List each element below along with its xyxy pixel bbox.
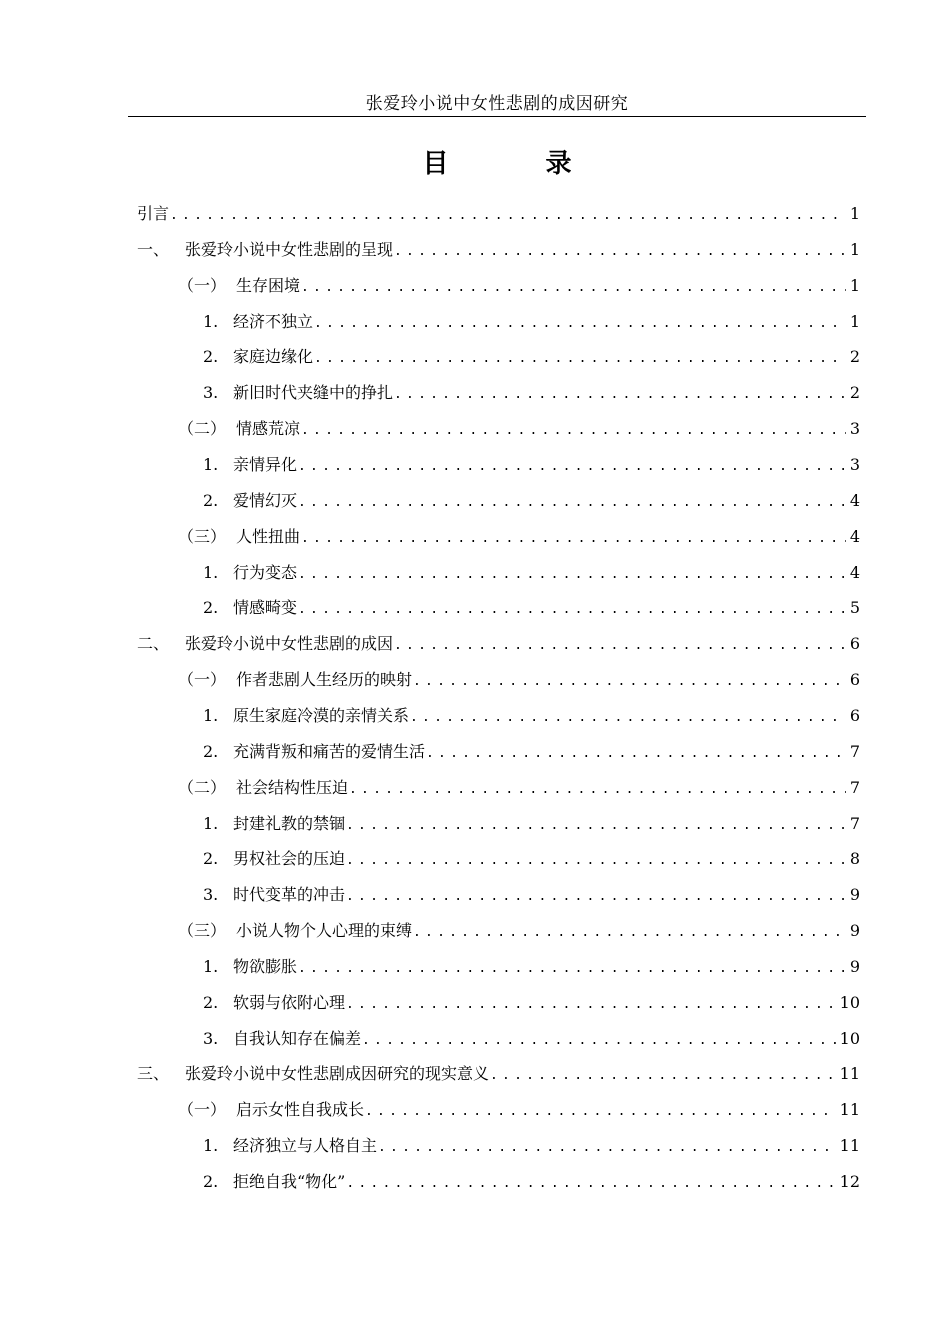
toc-entry [203, 883, 860, 907]
toc-entry-number: 1. [203, 956, 219, 976]
toc-entry-number: 2. [203, 849, 219, 869]
toc-entry [203, 1170, 860, 1194]
toc-entry [203, 1027, 860, 1051]
toc-entry-page-number: 4 [849, 490, 860, 510]
toc-entry-label: 社会结构性压迫 [236, 777, 349, 797]
toc-entry-page-number: 1 [849, 239, 860, 259]
dot-leader [298, 598, 846, 622]
toc-entry-number: （三） [178, 526, 227, 546]
toc-entry-page-number: 12 [839, 1172, 860, 1191]
toc-entry [203, 381, 860, 405]
toc-entry-number: （一） [178, 275, 227, 295]
toc-entry-number: 1. [203, 562, 219, 582]
toc-entry-number: 2. [203, 1172, 219, 1191]
toc-entry-label: 男权社会的压迫 [233, 849, 346, 869]
toc-entry-label: 行为变态 [233, 562, 298, 582]
dot-leader [365, 1100, 836, 1124]
toc-entry-label: 软弱与依附心理 [233, 992, 346, 1012]
toc-entry [137, 202, 860, 226]
toc-entry-label: 原生家庭冷漠的亲情关系 [233, 705, 410, 725]
toc-entry [203, 561, 860, 585]
toc-entry-label: 物欲膨胀 [233, 956, 298, 976]
dot-leader [490, 1064, 836, 1088]
toc-entry-page-number: 6 [849, 634, 860, 654]
toc-entry-number: 1. [203, 1136, 219, 1156]
toc-entry-label: 充满背叛和痛苦的爱情生活 [233, 741, 426, 761]
dot-leader [394, 240, 846, 264]
toc-entry [203, 955, 860, 979]
toc-entry-label: 人性扭曲 [236, 526, 301, 546]
toc-entry [203, 704, 860, 728]
toc-title: 目 录 [422, 149, 616, 179]
dot-leader [426, 742, 846, 766]
toc-entry-page-number: 7 [849, 813, 860, 833]
toc-entry [203, 847, 860, 871]
toc-entry-label: 新旧时代夹缝中的挣扎 [233, 383, 394, 403]
dot-leader [410, 706, 846, 730]
toc-entry-page-number: 6 [849, 705, 860, 725]
toc-entry-number: 一、 [137, 239, 170, 259]
toc-entry-page-number: 4 [849, 526, 860, 546]
toc-entry-label: 张爱玲小说中女性悲剧成因研究的现实意义 [185, 1064, 490, 1084]
toc-entry [178, 525, 860, 549]
toc-entry-label: 情感畸变 [233, 598, 298, 618]
dot-leader [346, 885, 846, 909]
toc-entry [178, 1098, 860, 1122]
dot-leader [349, 778, 846, 802]
toc-entry-page-number: 5 [849, 598, 860, 618]
toc-entry-label: 家庭边缘化 [233, 347, 314, 367]
dot-leader [298, 563, 846, 587]
toc-entry [178, 668, 860, 692]
toc-entry [178, 919, 860, 943]
dot-leader [301, 419, 846, 443]
dot-leader [394, 634, 846, 658]
toc-entry-number: （一） [178, 1100, 227, 1120]
toc-entry [203, 740, 860, 764]
dot-leader [314, 312, 846, 336]
toc-entry-number: 三、 [137, 1064, 170, 1084]
toc-entry-page-number: 2 [849, 383, 860, 403]
toc-entry [137, 238, 860, 262]
dot-leader [314, 347, 846, 371]
toc-entry-number: （三） [178, 921, 227, 940]
dot-leader [346, 814, 846, 838]
toc-entry-number: （一） [178, 670, 227, 689]
toc-entry-number: 1. [203, 455, 219, 474]
toc-entry-page-number: 1 [849, 275, 860, 295]
toc-entry-number: 1. [203, 311, 219, 331]
toc-entry [178, 776, 860, 800]
dot-leader [301, 276, 846, 300]
toc-entry-label: 张爱玲小说中女性悲剧的成因 [185, 634, 394, 654]
toc-entry-page-number: 9 [849, 956, 860, 976]
dot-leader [413, 670, 846, 694]
toc-entry-label: 小说人物个人心理的束缚 [236, 921, 413, 940]
toc-entry [178, 417, 860, 441]
toc-entry-label: 时代变革的冲击 [233, 885, 346, 905]
toc-entry-label: 亲情异化 [233, 455, 298, 474]
toc-entry-number: 二、 [137, 634, 170, 654]
dot-leader [301, 527, 846, 551]
toc-entry-page-number: 8 [849, 849, 860, 869]
toc-entry-label: 作者悲剧人生经历的映射 [236, 670, 413, 689]
toc-entry-number: 2. [203, 490, 219, 510]
toc-entry-number: 3. [203, 885, 219, 905]
dot-leader [346, 993, 836, 1017]
toc-entry-page-number: 7 [849, 741, 860, 761]
dot-leader [346, 1172, 835, 1196]
toc-entry-label: 经济不独立 [233, 311, 314, 331]
toc-entry-page-number: 11 [839, 1064, 860, 1084]
toc-entry-label: 封建礼教的禁锢 [233, 813, 346, 833]
toc-entry-page-number: 3 [849, 455, 860, 474]
toc-entry-page-number: 7 [849, 777, 860, 797]
toc-entry-number: 1. [203, 705, 219, 725]
toc-entry-label: 生存困境 [236, 275, 301, 295]
toc-entry-label: 经济独立与人格自主 [233, 1136, 378, 1156]
toc-entry-page-number: 1 [849, 311, 860, 331]
toc-entry-number: 3. [203, 1028, 219, 1048]
toc-entry-number: 1. [203, 813, 219, 833]
toc-entry [203, 489, 860, 513]
toc-entry [203, 345, 860, 369]
toc-entry-number: 2. [203, 992, 219, 1012]
toc-entry-label: 爱情幻灭 [233, 490, 298, 510]
toc-entry-page-number: 2 [849, 347, 860, 367]
toc-entry-page-number: 10 [839, 1028, 860, 1048]
toc-entry [203, 453, 860, 477]
toc-entry-number: （二） [178, 777, 227, 797]
toc-entry-number: 2. [203, 347, 219, 367]
toc-entry-number: （二） [178, 419, 227, 439]
toc-entry-page-number: 9 [849, 885, 860, 905]
dot-leader [394, 383, 846, 407]
toc-entry-number: 3. [203, 383, 219, 403]
toc-entry-number: 2. [203, 741, 219, 761]
dot-leader [362, 1029, 836, 1053]
toc-entry-label: 张爱玲小说中女性悲剧的呈现 [185, 239, 394, 259]
toc-entry-page-number: 11 [839, 1136, 860, 1156]
toc-entry-label: 启示女性自我成长 [236, 1100, 365, 1120]
running-header: 张爱玲小说中女性悲剧的成因研究 [365, 94, 629, 114]
toc-entry-label: 引言 [137, 204, 170, 223]
toc-entry-number: 2. [203, 598, 219, 618]
toc-entry-label: 情感荒凉 [236, 419, 301, 439]
toc-entry-label: 拒绝自我“物化” [233, 1172, 346, 1191]
dot-leader [298, 455, 846, 479]
toc-entry-page-number: 10 [839, 992, 860, 1012]
toc-entry [203, 812, 860, 836]
toc-entry [203, 991, 860, 1015]
toc-entry [178, 274, 860, 298]
toc-entry-page-number: 9 [849, 921, 860, 940]
toc-entry [203, 1134, 860, 1158]
dot-leader [346, 849, 846, 873]
toc-entry [203, 310, 860, 334]
toc-entry-page-number: 6 [849, 670, 860, 689]
dot-leader [413, 921, 846, 945]
toc-entry-page-number: 11 [839, 1100, 860, 1120]
toc-entry-page-number: 4 [849, 562, 860, 582]
toc-entry-page-number: 3 [849, 419, 860, 439]
toc-entry [203, 596, 860, 620]
dot-leader [170, 204, 846, 228]
toc-entry-page-number: 1 [849, 204, 860, 223]
dot-leader [298, 491, 846, 515]
dot-leader [298, 957, 846, 981]
toc-entry [137, 632, 860, 656]
header-rule [128, 116, 866, 117]
dot-leader [378, 1136, 836, 1160]
toc-entry-label: 自我认知存在偏差 [233, 1028, 362, 1048]
toc-entry [137, 1062, 860, 1086]
